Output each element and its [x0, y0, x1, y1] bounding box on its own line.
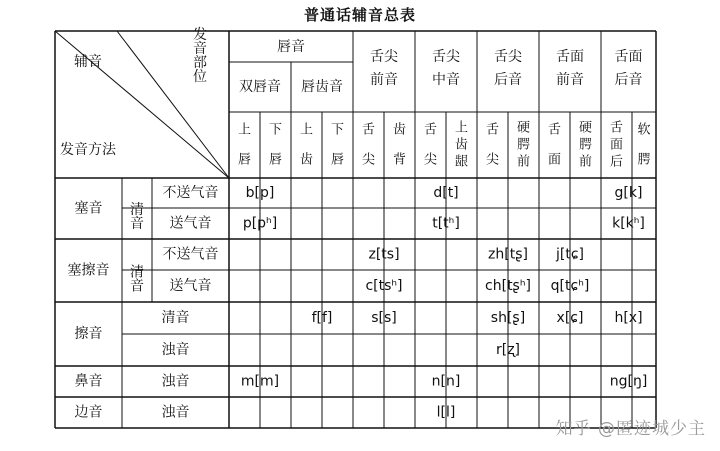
- consonant-ng: ng[ŋ]: [609, 373, 648, 390]
- corner-top-label: 辅音: [74, 54, 102, 70]
- manner-fricative: 擦音: [74, 326, 103, 342]
- voicing-label: 音: [130, 215, 144, 232]
- group-back: 后音: [614, 72, 643, 88]
- articulator-label: 后: [609, 154, 624, 170]
- articulator-label: 软: [637, 122, 651, 138]
- voicing-label: 音: [130, 278, 144, 295]
- manner-voiced: 浊音: [161, 404, 190, 421]
- consonant-c: c[tsʰ]: [365, 278, 403, 294]
- consonant-f: f[f]: [311, 310, 333, 326]
- articulator-label: 齿: [299, 152, 314, 168]
- articulator-label: 齿: [454, 137, 469, 153]
- articulator-label: 面: [609, 137, 624, 153]
- articulator-label: 尖: [485, 152, 500, 168]
- group-tip_back: 舌尖: [494, 49, 522, 65]
- articulator-label: 唇: [330, 152, 345, 168]
- consonant-p: p[pʰ]: [242, 215, 278, 232]
- articulator-label: 腭: [578, 137, 593, 153]
- group-tip_back: 后音: [494, 72, 522, 88]
- articulator-label: 舌: [609, 120, 624, 136]
- corner-diagonal-2: [117, 31, 229, 178]
- articulator-label: 上: [299, 122, 314, 138]
- subgroup-labiodental: 唇齿音: [301, 79, 343, 95]
- consonant-s: s[s]: [371, 310, 397, 326]
- corner-place-label: 发: [193, 27, 207, 43]
- consonant-z: z[ts]: [368, 246, 400, 263]
- group-tip_mid: 中音: [432, 72, 460, 88]
- table-title: 普通话辅音总表: [303, 6, 416, 24]
- group-back: 舌面: [614, 49, 643, 65]
- consonant-d: d[t]: [433, 185, 459, 201]
- articulator-label: 舌: [361, 122, 376, 138]
- consonant-g: g[k]: [614, 185, 643, 201]
- corner-place-label: 位: [193, 69, 207, 85]
- voicing-label: 清: [130, 264, 144, 281]
- manner-voiced: 浊音: [161, 373, 190, 390]
- corner-place-label: 部: [193, 55, 207, 71]
- consonant-zh: zh[tʂ]: [488, 246, 528, 263]
- consonant-h: h[x]: [614, 310, 643, 326]
- group-tip_mid: 舌尖: [432, 49, 460, 65]
- consonant-ch: ch[tʂʰ]: [485, 278, 531, 294]
- consonant-r: r[ʐ]: [495, 342, 521, 358]
- corner-bottom-label: 发音方法: [60, 142, 116, 158]
- manner-voiced: 浊音: [161, 342, 190, 358]
- articulator-label: 舌: [485, 122, 500, 138]
- consonant-b: b[p]: [245, 185, 275, 201]
- articulator-label: 面: [547, 152, 562, 168]
- articulator-label: 唇: [237, 152, 252, 168]
- consonant-j: j[tɕ]: [556, 246, 584, 263]
- manner-unaspirated: 不送气音: [162, 246, 219, 263]
- manner-lateral: 边音: [74, 404, 103, 421]
- manner-aspirated: 送气音: [169, 278, 212, 294]
- articulator-label: 唇: [268, 152, 283, 168]
- consonant-t: t[tʰ]: [432, 215, 460, 232]
- articulator-label: 舌: [547, 122, 562, 138]
- group-blade_front: 前音: [556, 72, 584, 88]
- consonant-n: n[n]: [431, 373, 461, 390]
- articulator-label: 上: [454, 120, 469, 136]
- articulator-label: 下: [330, 122, 345, 138]
- articulator-label: 前: [516, 154, 531, 170]
- manner-stop: 塞音: [74, 200, 103, 217]
- articulator-label: 前: [578, 154, 593, 170]
- consonant-sh: sh[ʂ]: [490, 310, 526, 326]
- consonant-m: m[m]: [240, 373, 280, 390]
- articulator-label: 龈: [454, 154, 469, 170]
- manner-voiceless: 清音: [161, 310, 190, 326]
- group-tip_front: 前音: [370, 72, 398, 88]
- articulator-label: 硬: [516, 120, 531, 136]
- watermark: 知乎 @匿迹城少主: [555, 419, 706, 439]
- voicing-label: 清: [130, 201, 144, 218]
- group-lips: 唇音: [277, 39, 305, 55]
- articulator-label: 腭: [637, 152, 651, 168]
- consonant-q: q[tɕʰ]: [550, 278, 590, 294]
- consonant-x: x[ɕ]: [556, 310, 584, 326]
- articulator-label: 腭: [516, 137, 531, 153]
- articulator-label: 下: [268, 122, 283, 138]
- group-blade_front: 舌面: [556, 49, 584, 65]
- articulator-label: 背: [392, 152, 407, 168]
- articulator-label: 硬: [578, 120, 593, 136]
- articulator-label: 尖: [423, 152, 438, 168]
- manner-affricate: 塞擦音: [67, 262, 110, 279]
- articulator-label: 上: [237, 122, 252, 138]
- corner-place-label: 音: [193, 41, 207, 57]
- articulator-label: 尖: [361, 152, 376, 168]
- manner-aspirated: 送气音: [169, 215, 212, 232]
- articulator-label: 舌: [423, 122, 438, 138]
- group-tip_front: 舌尖: [370, 49, 398, 65]
- subgroup-bilabial: 双唇音: [239, 79, 281, 95]
- manner-nasal: 鼻音: [74, 373, 103, 390]
- consonant-l: l[l]: [436, 404, 456, 421]
- manner-unaspirated: 不送气音: [162, 185, 219, 201]
- articulator-label: 齿: [392, 122, 407, 138]
- consonant-k: k[kʰ]: [612, 215, 645, 232]
